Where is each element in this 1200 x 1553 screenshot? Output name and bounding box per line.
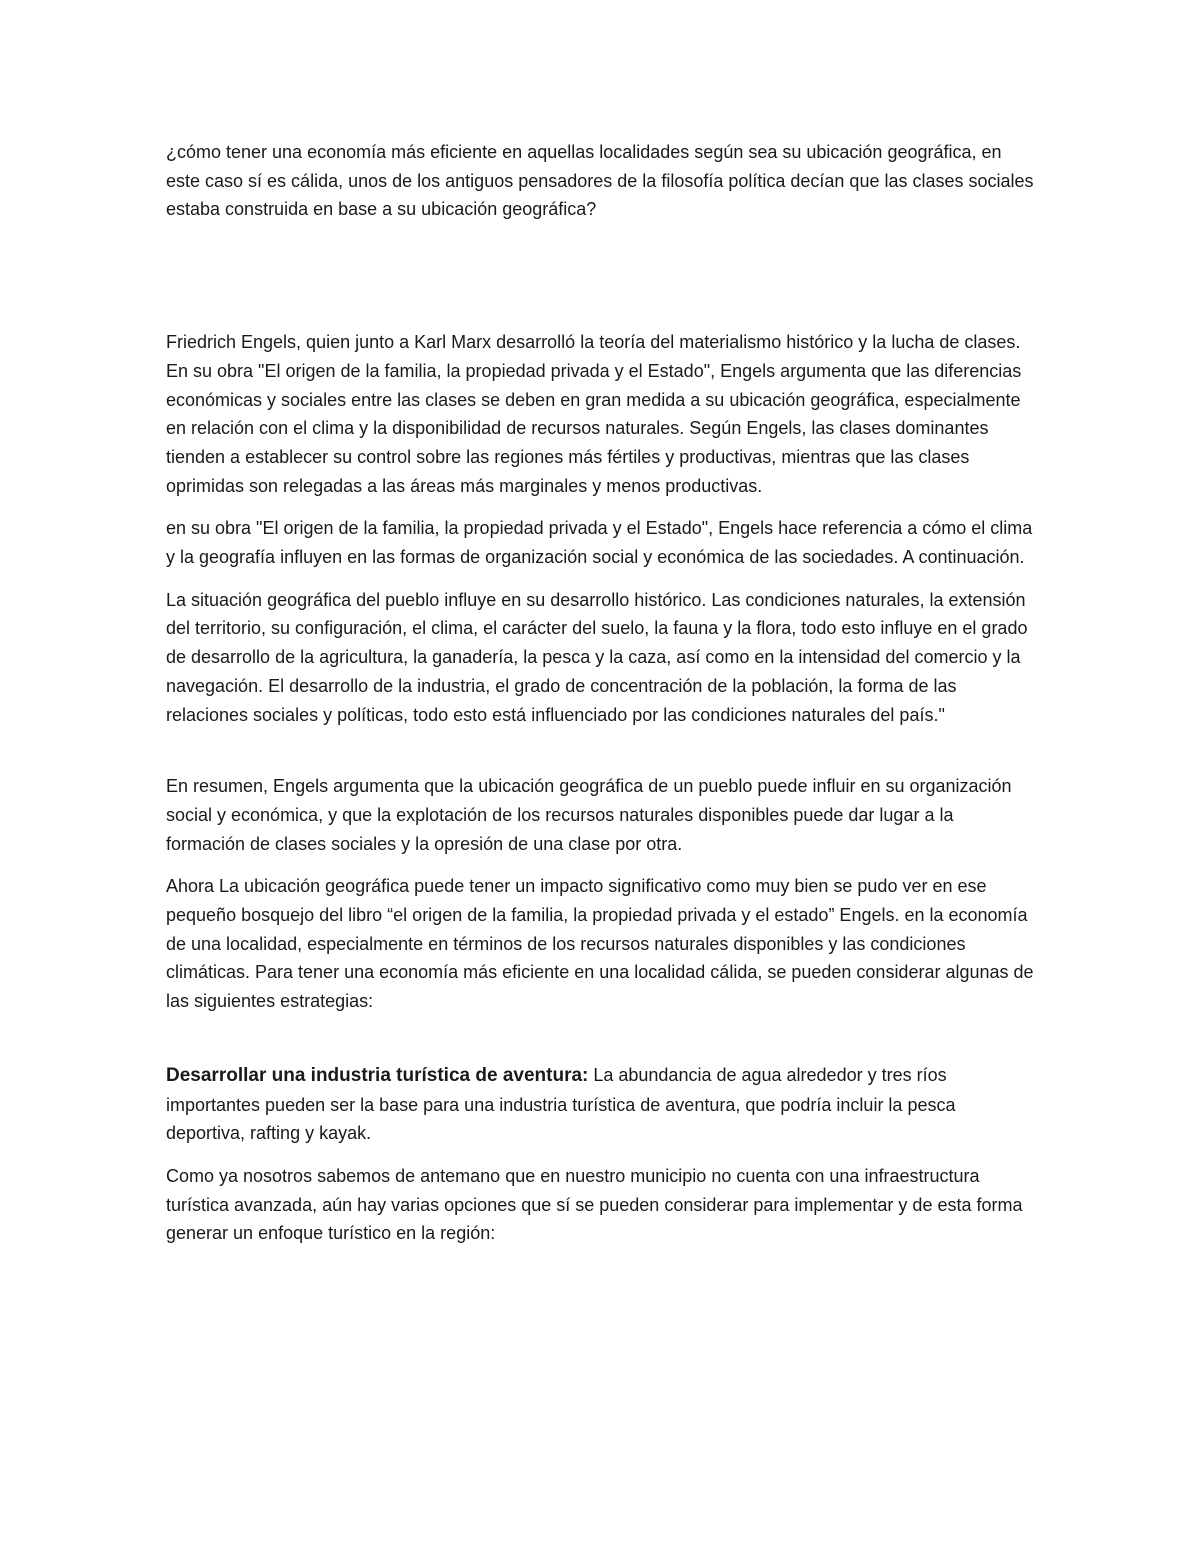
section-heading: Desarrollar una industria turística de aventura: xyxy=(166,1064,589,1086)
paragraph-summary: En resumen, Engels argumenta que la ubicación geográfica de un pueblo puede influir en su organización social y económica, y que la explotación de los recursos naturales disponibles puede dar lugar a la formación de clases sociales y la opresión de una clase por otra. xyxy=(166,776,1012,854)
paragraph-adventure-tourism xyxy=(166,1061,1036,1148)
paragraph-engels-intro: Friedrich Engels, quien junto a Karl Marx desarrolló la teoría del materialismo histórico y la lucha de clases. En su obra "El origen de la familia, la propiedad privada y el Estado", Engels argumenta que las diferencias económicas y sociales entre las clases se deben en gran medida a su ubicación geográfica, especialmente en relación con el clima y la disponibilidad de recursos naturales. Según Engels, las clases dominantes tienden a establecer su control sobre las regiones más fértiles y productivas, mientras que las clases oprimidas son relegadas a las áreas más marginales y menos productivas. xyxy=(166,332,1022,496)
paragraph-strategies-intro: Ahora La ubicación geográfica puede tener un impacto significativo como muy bien se pudo ver en ese pequeño bosquejo del libro “el origen de la familia, la propiedad privada y el estado” Engels. en la economía de una localidad, especialmente en términos de los recursos naturales disponibles y las condiciones climáticas. Para tener una economía más eficiente en una localidad cálida, se pueden considerar algunas de las siguientes estrategias: xyxy=(166,876,1034,1012)
document-body xyxy=(166,138,1036,1248)
paragraph-engels-work: en su obra "El origen de la familia, la propiedad privada y el Estado", Engels hace referencia a cómo el clima y la geografía influyen en las formas de organización social y económica de las sociedades. A continuación. xyxy=(166,518,1033,568)
section-body: La abundancia de agua alrededor y tres ríos importantes pueden ser la base para una industria turística de aventura, que podría incluir la pesca deportiva, rafting y kayak. xyxy=(166,1064,956,1144)
paragraph-quote: La situación geográfica del pueblo influye en su desarrollo histórico. Las condiciones naturales, la extensión del territorio, su configuración, el clima, el carácter del suelo, la fauna y la flora, todo esto influye en el grado de desarrollo de la agricultura, la ganadería, la pesca y la caza, así como en la intensidad del comercio y la navegación. El desarrollo de la industria, el grado de concentración de la población, la forma de las relaciones sociales y políticas, todo esto está influenciado por las condiciones naturales del país." xyxy=(166,589,1028,725)
paragraph-closing: Como ya nosotros sabemos de antemano que en nuestro municipio no cuenta con una infraestructura turística avanzada, aún hay varias opciones que sí se pueden considerar para implementar y de esta forma generar un enfoque turístico en la región: xyxy=(166,1165,1023,1244)
paragraph-question: ¿cómo tener una economía más eficiente en aquellas localidades según sea su ubicación geográfica, en este caso sí es cálida, unos de los antiguos pensadores de la filosofía política decían que las clases sociales estaba construida en base a su ubicación geográfica? xyxy=(166,142,1034,220)
